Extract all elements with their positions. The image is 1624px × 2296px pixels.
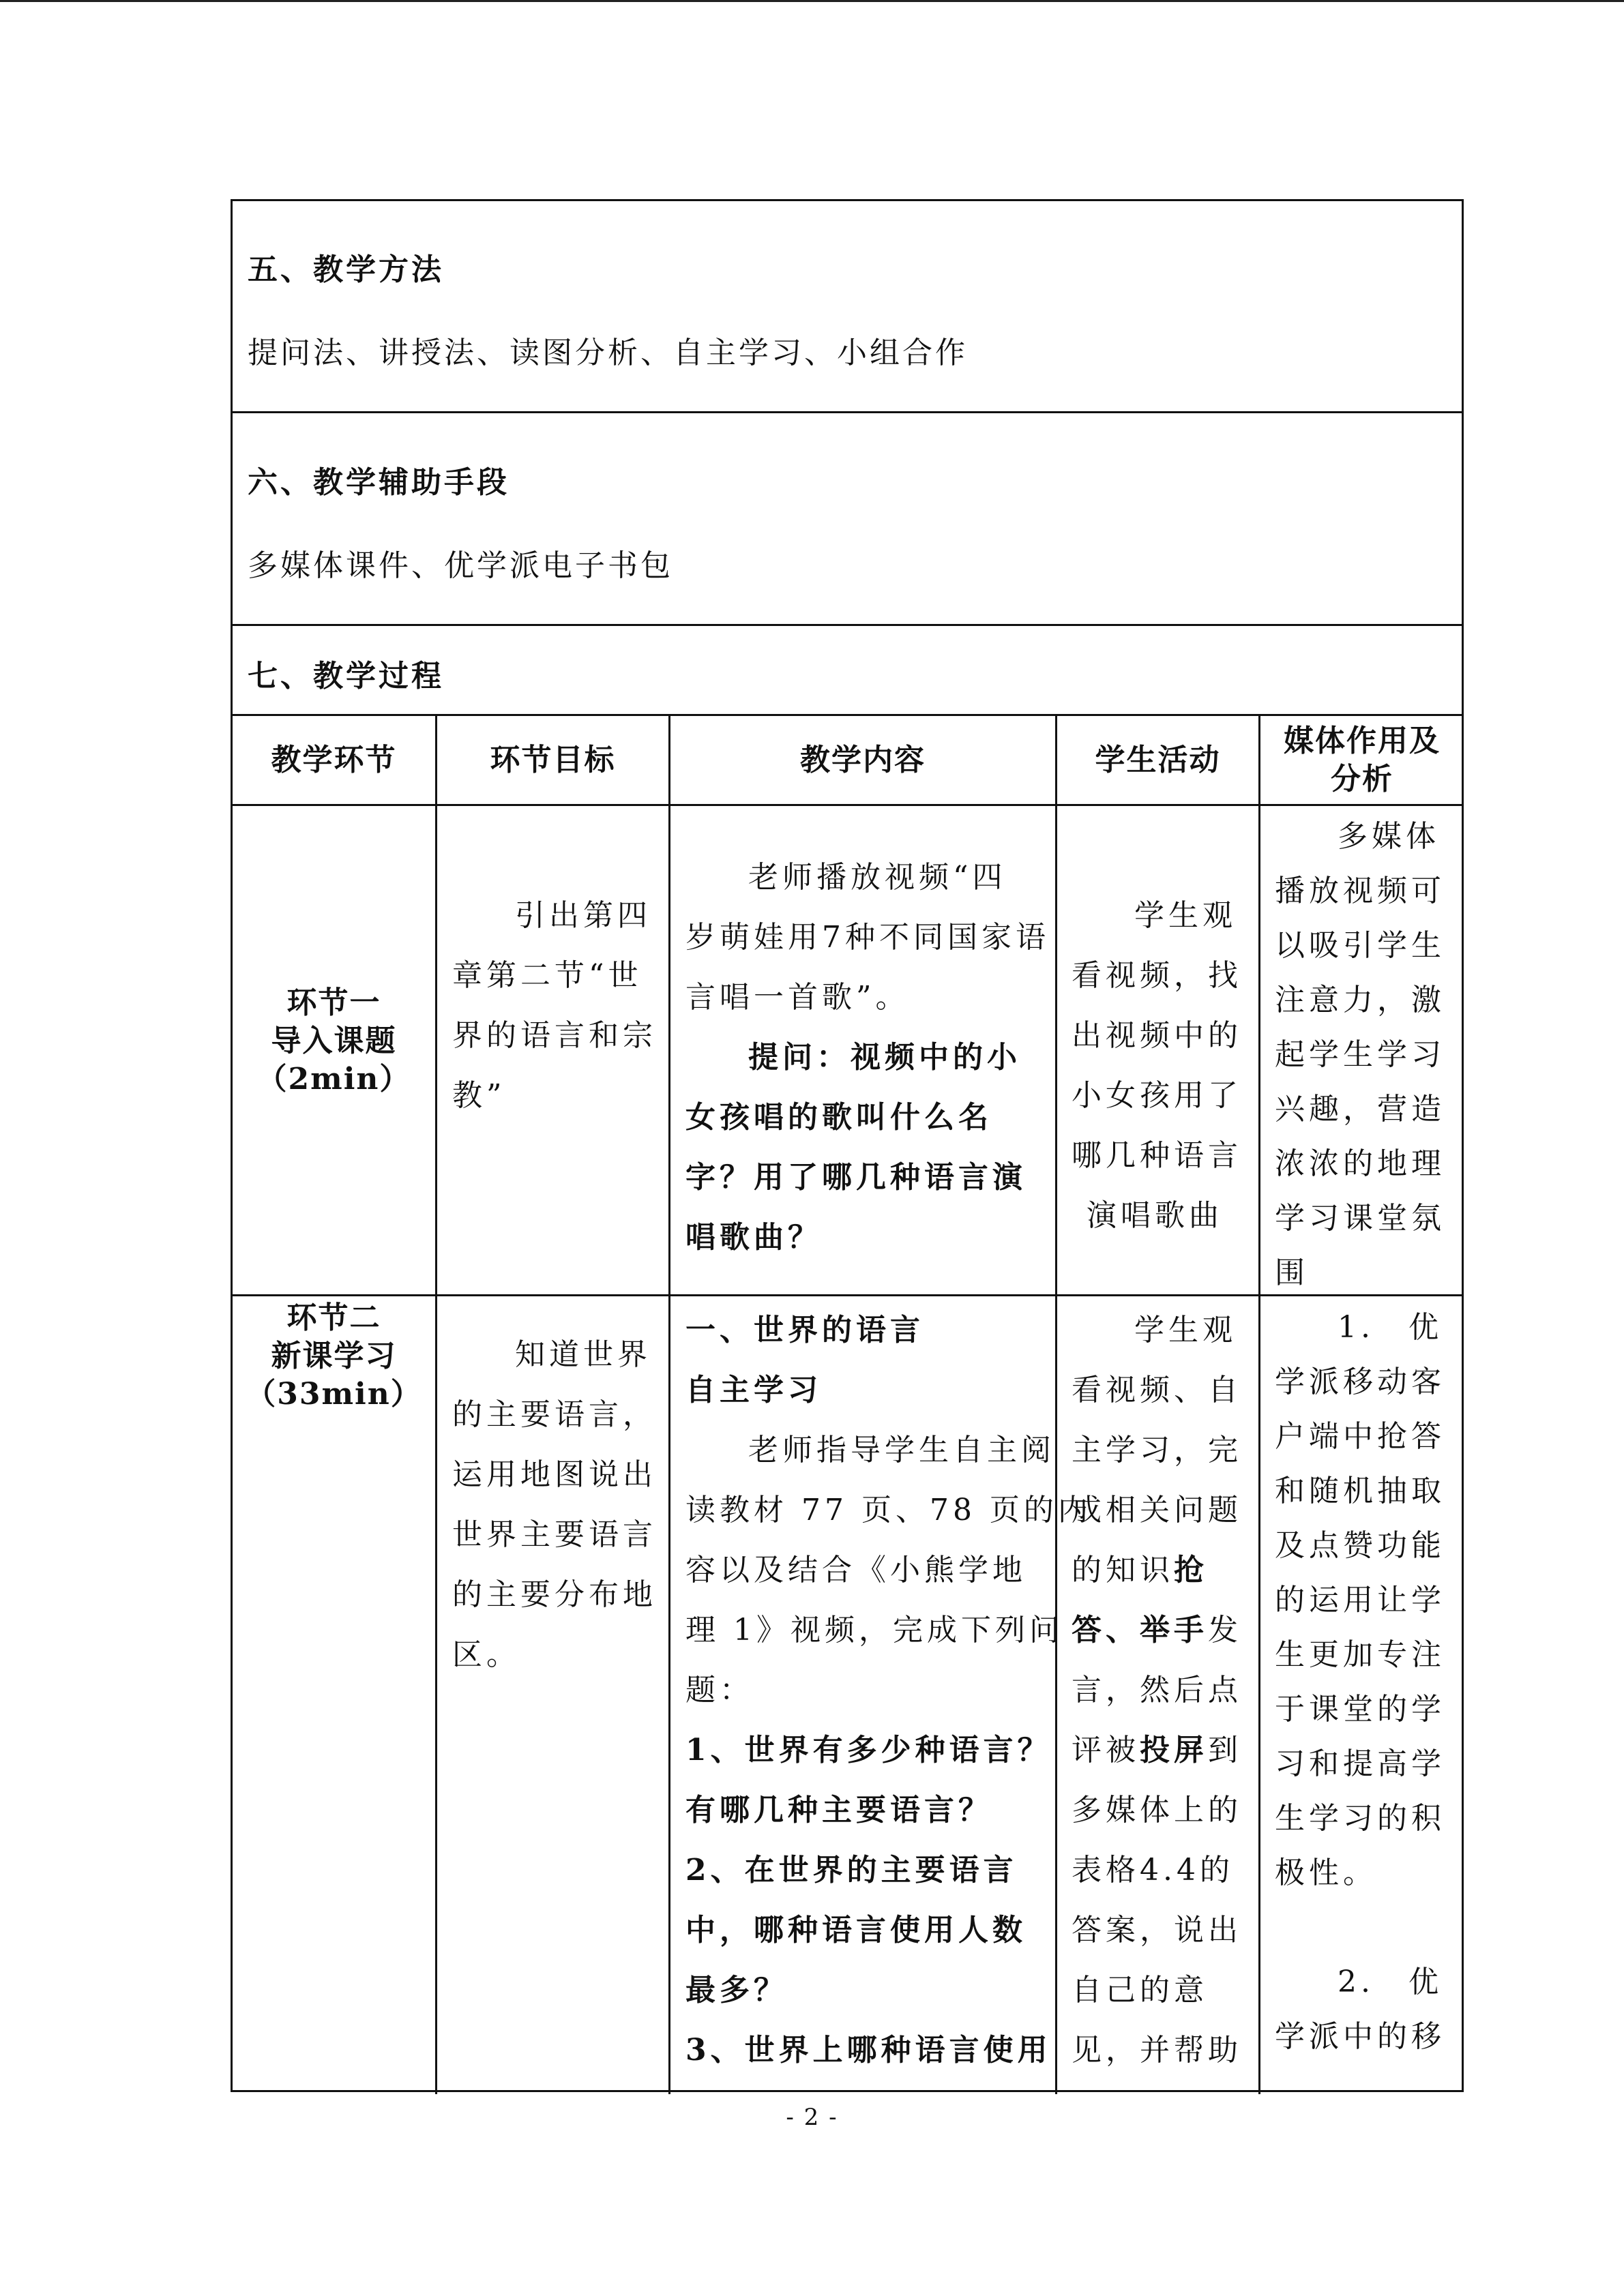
divider	[233, 411, 1462, 413]
row2-goal: 知道世界 的主要语言， 运用地图说出 世界主要语言 的主要分布地 区。	[452, 1337, 657, 1672]
row1-goal: 引出第四 章第二节“世 界的语言和宗 教”	[452, 898, 657, 1113]
column-line	[1258, 714, 1260, 2094]
page-number: - 2 -	[786, 2104, 838, 2131]
row1-student: 学生观 看视频，找 出视频中的 小女孩用了 哪几种语言 演唱歌曲	[1072, 898, 1242, 1233]
divider	[233, 624, 1462, 626]
column-line	[668, 714, 670, 2094]
methods-text: 提问法、讲授法、读图分析、自主学习、小组合作	[248, 336, 968, 370]
divider	[233, 714, 1462, 716]
header-media-line2: 分析	[1331, 762, 1393, 796]
row1-stage: 环节一 导入课题 （2min）	[256, 985, 411, 1097]
header-media	[1260, 717, 1464, 804]
header-goal: 环节目标	[490, 743, 616, 777]
aids-title: 六、教学辅助手段	[248, 465, 510, 500]
top-rule	[0, 0, 1624, 2]
column-line	[435, 714, 437, 2094]
row2-stage: 环节二 新课学习 （33min）	[246, 1300, 422, 1412]
row2-student: 学生观 看视频、自 主学习，完 成相关问题 的知识抢 答、举手发 言，然后点 评被投屏到 多媒体上的 表格4.4的 答案，说出 自己的意 见，并帮助	[1072, 1313, 1242, 2068]
header-media-line1: 媒体作用及	[1284, 724, 1441, 758]
divider	[233, 804, 1462, 806]
aids-text: 多媒体课件、优学派电子书包	[248, 548, 673, 583]
header-stage: 教学环节	[271, 743, 397, 777]
lesson-plan-table	[231, 199, 1464, 2092]
process-title: 七、教学过程	[248, 659, 444, 694]
row2-media: 1. 优 学派移动客 户端中抢答 和随机抽取 及点赞功能 的运用让学 生更加专注 于课堂的学 习和提高学 生学习的积 极性。 2. 优 学派中的移	[1275, 1310, 1445, 2054]
row2-content: 一、世界的语言 自主学习 老师指导学生自主阅 读教材 77 页、78 页的内 容以及结合《小熊学地 理 1》视频，完成下列问 题： 1、世界有多少种语言？ 有哪几种主要语言？ 2、在世界的主要语言 中，哪种语言使用人数 最多？ 3、世界上哪种语言使用	[685, 1313, 1092, 2068]
methods-title: 五、教学方法	[248, 252, 444, 287]
row1-media: 多媒体 播放视频可 以吸引学生 注意力，激 起学生学习 兴趣，营造 浓浓的地理 学习课堂氛 围	[1275, 819, 1445, 1290]
divider	[233, 1294, 1462, 1296]
header-student: 学生活动	[1095, 743, 1221, 777]
row1-content: 老师播放视频“四 岁萌娃用7种不同国家语 言唱一首歌”。 提问：视频中的小 女孩唱的歌叫什么名 字？用了哪几种语言演 唱歌曲？	[685, 860, 1050, 1255]
header-content: 教学内容	[800, 743, 926, 777]
